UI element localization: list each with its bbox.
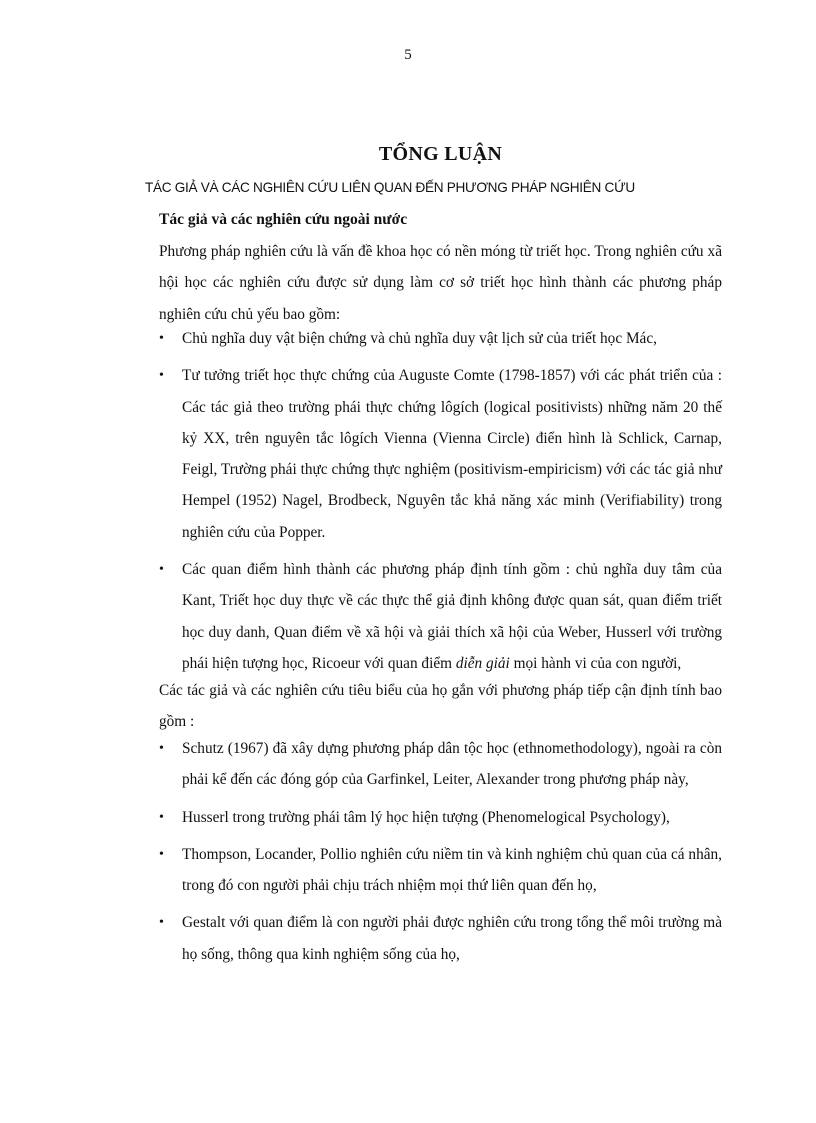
list-item [159, 323, 722, 354]
emphasized-term: diễn giải [455, 654, 510, 672]
list-item [159, 733, 722, 796]
bullet-icon: • [159, 368, 164, 384]
section-heading: Tác giả và các nghiên cứu ngoài nước [159, 211, 408, 228]
list-item-text: Husserl trong trường phái tâm lý học hiện tượng (Phenomelogical Psychology), [182, 808, 670, 826]
list-item-text: Gestalt với quan điểm là con người phải được nghiên cứu trong tổng thể môi trường mà họ sống, thông qua kinh nghiệm sống của họ, [182, 914, 722, 963]
list-item [159, 907, 722, 970]
bullet-list-authors [159, 733, 722, 970]
bullet-icon: • [159, 562, 164, 578]
list-item [159, 839, 722, 902]
list-item [159, 360, 722, 548]
bullet-icon: • [159, 741, 164, 756]
chapter-subtitle: TÁC GIẢ VÀ CÁC NGHIÊN CỨU LIÊN QUAN ĐẾN PHƯƠNG PHÁP NGHIÊN CỨU [145, 180, 635, 195]
list-item-text: Tư tưởng triết học thực chứng của Auguste Comte (1798-1857) với các phát triển của : Các tác giả theo trường phái thực chứng lôgích (logical positivists) những năm 20 thế kỷ XX, trên nguyên tắc lôgích Vienna (Vienna Circle) điển hình là Schlick, Carnap, Feigl, Trường phái thực chứng thực nghiệm (positivism-empiricism) với các tác giả như Hempel (1952) Nagel, Brodbeck, Nguyên tắc khả năng xác minh (Verifiability) trong nghiên cứu của Popper. [182, 367, 722, 541]
bullet-icon: • [159, 809, 164, 825]
list-item-text-end: mọi hành vi của con người, [509, 654, 682, 672]
bullet-list-philosophies [159, 323, 722, 679]
list-item-text: Thompson, Locander, Pollio nghiên cứu niềm tin và kinh nghiệm chủ quan của cá nhân, trong đó con người phải chịu trách nhiệm mọi thứ liên quan đến họ, [182, 845, 722, 895]
second-paragraph: Các tác giả và các nghiên cứu tiêu biểu của họ gắn với phương pháp tiếp cận định tính bao gồm : [159, 682, 722, 731]
bullet-icon: • [159, 915, 164, 931]
list-item-text-start: Các quan điểm hình thành các phương pháp định tính gồm : chủ nghĩa duy tâm của Kant, Triết học duy thực về các thực thể giả định không được quan sát, quan điểm triết học duy danh, Quan điểm về xã hội và giải thích xã hội của Weber, Husserl với trường phái hiện tượng học, Ricoeur với quan điểm [182, 561, 722, 672]
intro-paragraph: Phương pháp nghiên cứu là vấn đề khoa học có nền móng từ triết học. Trong nghiên cứu xã hội học các nghiên cứu được sử dụng làm cơ sở triết học hình thành các phương pháp nghiên cứu chủ yếu bao gồm: [159, 243, 722, 323]
bullet-icon: • [159, 846, 164, 862]
page-number: 5 [404, 47, 412, 63]
bullet-icon: • [159, 331, 164, 346]
list-item [159, 554, 722, 679]
list-item-text: Chủ nghĩa duy vật biện chứng và chủ nghĩa duy vật lịch sử của triết học Mác, [182, 330, 657, 347]
page-title: TỔNG LUẬN [378, 143, 503, 165]
list-item-text: Schutz (1967) đã xây dựng phương pháp dân tộc học (ethnomethodology), ngoài ra còn phải kể đến các đóng góp của Garfinkel, Leiter, Alexander trong phương pháp này, [182, 740, 722, 789]
list-item [159, 802, 722, 833]
